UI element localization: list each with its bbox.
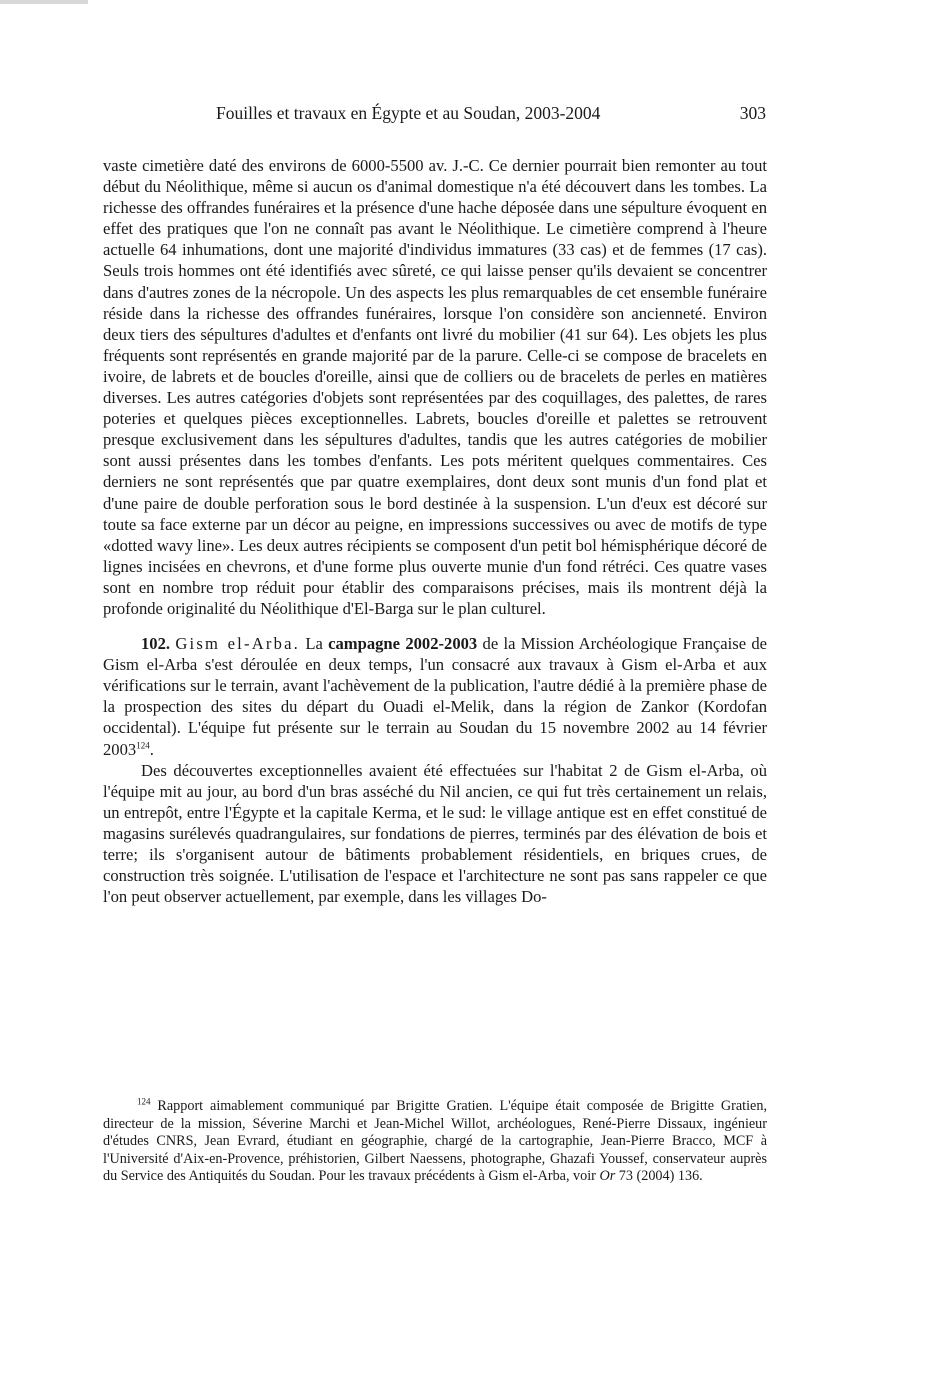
footnote xyxy=(103,1098,767,1186)
footnote-journal: Or xyxy=(599,1168,616,1185)
footnote-number: 124 xyxy=(137,1096,151,1107)
footnote-text: Rapport aimablement communiqué par Brigitte Gratien. L'équipe était composée de Brigitte Gratien, directeur de la mission, Séverine Marchi et Jean-Michel Willot, archéologues, René-Pierre Dissaux, ingénieur d'études CNRS, Jean Evrard, étudiant en géographie, chargé de la cartographie, Jean-Pierre Bracco, MCF à l'Université d'Aix-en-Provence, préhistorien, Gilbert Naessens, photographe, Ghazafi Youssef, conservateur auprès du Service des Antiquités du Soudan. Pour les travaux précédents à Gism el-Arba, voir xyxy=(103,1098,767,1185)
entry-number: 102. xyxy=(141,634,171,654)
scan-corner-mark xyxy=(0,0,88,4)
running-title: Fouilles et travaux en Égypte et au Soudan, 2003-2004 xyxy=(216,103,601,123)
footnote-citation: 73 (2004) 136. xyxy=(615,1168,703,1185)
entry-text: de la Mission Archéologique Française de Gism el-Arba s'est déroulée en deux temps, l'un consacré aux travaux à Gism el-Arba et aux vérifications sur le terrain, avant l'achèvement de la publication, l'autre dédié à la première phase de la prospection des sites du départ du Ouadi el-Melik, dans la région de Zankor (Kordofan occidental). L'équipe fut présente sur le terrain au Soudan du 15 novembre 2002 au 14 février 2003 xyxy=(103,634,768,759)
entry-lead: La xyxy=(305,634,323,654)
footnote-reference: 124 xyxy=(136,740,150,750)
paragraph-entry-102 xyxy=(103,633,767,760)
entry-campaign: campagne 2002-2003 xyxy=(328,634,478,654)
page-number: 303 xyxy=(739,103,766,123)
paragraph-el-barga-continued: vaste cimetière daté des environs de 6000-5500 av. J.-C. Ce dernier pourrait bien remonter au tout début du Néolithique, même si aucun os d'animal domestique n'a été découvert dans les tombes. La richesse des offrandes funéraires et la présence d'une hache déposée dans une sépulture évoquent en effet des pratiques que l'on ne connaît pas avant le Néolithique. Le cimetière comprend à l'heure actuelle 64 inhumations, dont une majorité d'individus immatures (33 cas) et de femmes (17 cas). Seuls trois hommes ont été identifiés avec sûreté, ce qui laisse penser qu'ils devaient se concentrer dans d'autres zones de la nécropole. Un des aspects les plus remarquables de cet ensemble funéraire réside dans la richesse des offrandes funéraires, lorsque l'on considère son ancienneté. Environ deux tiers des sépultures d'adultes et d'enfants ont livré du mobilier (41 sur 64). Les objets les plus fréquents sont représentés en grande majorité par de la parure. Celle-ci se compose de bracelets en ivoire, de labrets et de boucles d'oreille, ainsi que de colliers ou de bracelets de perles en matières diverses. Les autres catégories d'objets sont représentées par des coquillages, des palettes, de rares poteries et quelques pièces exceptionnelles. Labrets, boucles d'oreille et palettes se retrouvent presque exclusivement dans les sépultures d'adultes, tandis que les autres catégories de mobilier sont aussi présentes dans les tombes d'enfants. Les pots méritent quelques commentaires. Ces derniers ne sont représentés que par quatre exemplaires, dont deux sont munis d'un fond plat et d'une paire de double perforation sous le bord destinée à la suspension. L'un d'eux est décoré sur toute sa face externe par un décor au peigne, en impressions successives ou avec de motifs de type «dotted wavy line». Les deux autres récipients se composent d'un petit bol hémisphérique décoré de lignes incisées en chevrons, et d'une forme plus ouverte munie d'un fond rétréci. Ces quatre vases sont en nombre trop réduit pour établir des comparaisons précises, mais ils montrent déjà la profonde originalité du Néolithique d'El-Barga sur le plan culturel. xyxy=(103,156,767,618)
running-head xyxy=(216,102,766,124)
paragraph-habitat: Des découvertes exceptionnelles avaient été effectuées sur l'habitat 2 de Gism el-Arba, où l'équipe mit au jour, au bord d'un bras asséché du Nil ancien, ce qui fut très certainement un relais, un entrepôt, entre l'Égypte et la capitale Kerma, et le sud: le village antique est en effet constitué de magasins surélevés quadrangulaires, sur fondations de pierres, terminés par des élévation de bois et terre; ils s'organisent autour de bâtiments probablement résidentiels, en briques crues, de construction très soignée. L'utilisation de l'espace et l'architecture ne sont pas sans rappeler ce que l'on peut observer actuellement, par exemple, dans les villages Do- xyxy=(103,760,767,907)
entry-site-name: Gism el-Arba. xyxy=(175,634,301,654)
main-text xyxy=(103,155,767,907)
entry-end: . xyxy=(149,739,154,759)
